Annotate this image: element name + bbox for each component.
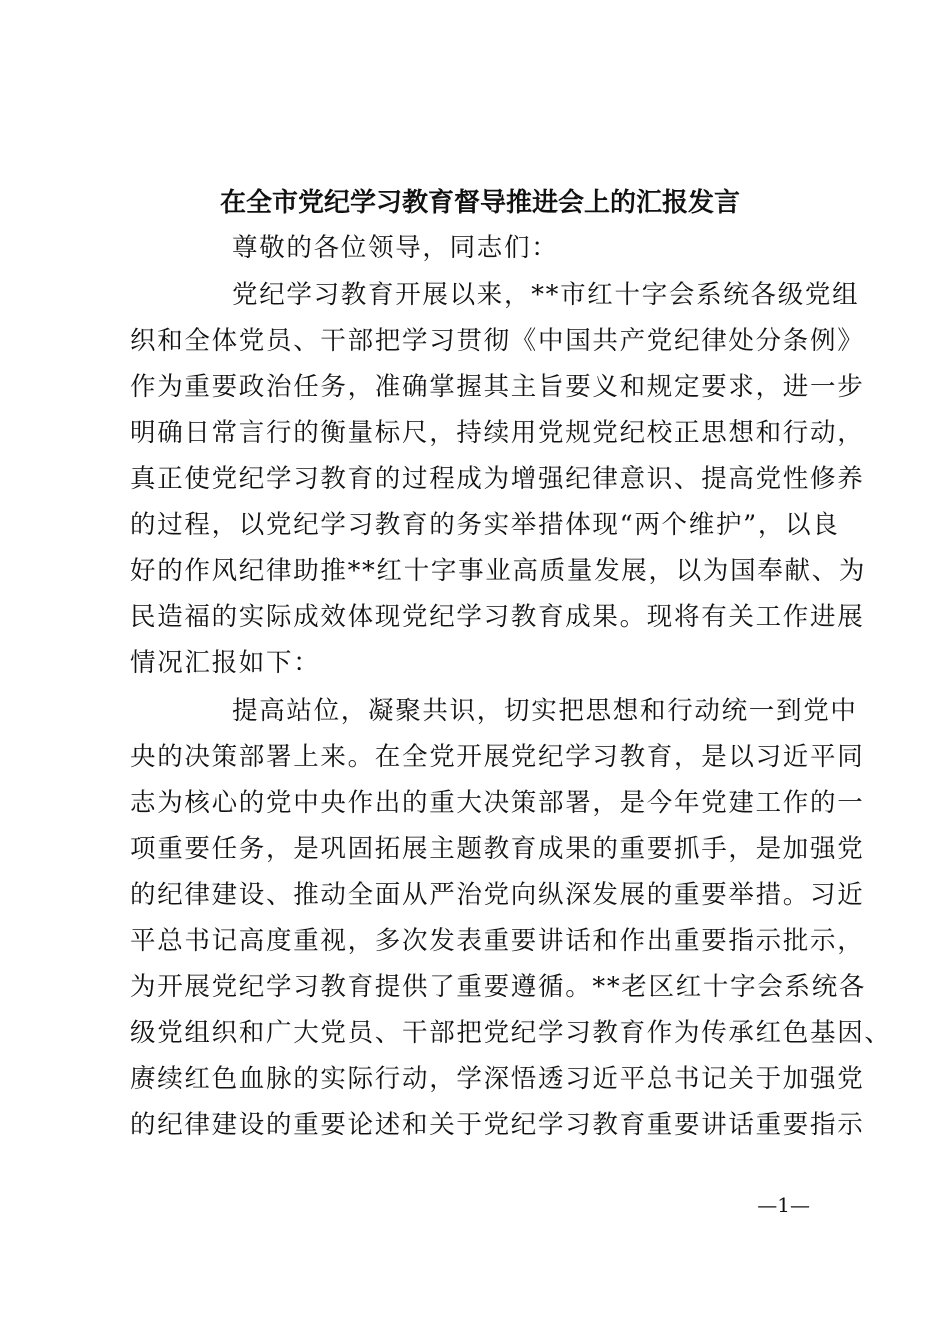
- salutation: 尊敬的各位领导，同志们：: [232, 233, 559, 263]
- paragraph-2-line: 平总书记高度重视，多次发表重要讲话和作出重要指示批示，: [130, 926, 865, 956]
- paragraph-1-line: 民造福的实际成效体现党纪学习教育成果。现将有关工作进展: [130, 602, 865, 632]
- paragraph-1-line: 真正使党纪学习教育的过程成为增强纪律意识、提高党性修养: [130, 464, 865, 494]
- paragraph-2-line: 央的决策部署上来。在全党开展党纪学习教育，是以习近平同: [130, 742, 865, 772]
- paragraph-2-line: 项重要任务，是巩固拓展主题教育成果的重要抓手，是加强党: [130, 834, 865, 864]
- paragraph-2-line: 的纪律建设、推动全面从严治党向纵深发展的重要举措。习近: [130, 880, 865, 910]
- page-number: —1—: [757, 1193, 810, 1217]
- paragraph-2-line: 赓续红色血脉的实际行动，学深悟透习近平总书记关于加强党: [130, 1064, 865, 1094]
- paragraph-1-line: 织和全体党员、干部把学习贯彻《中国共产党纪律处分条例》: [130, 326, 865, 356]
- paragraph-1-line: 明确日常言行的衡量标尺，持续用党规党纪校正思想和行动，: [130, 418, 865, 448]
- paragraph-1-line: 作为重要政治任务，准确掌握其主旨要义和规定要求，进一步: [130, 372, 865, 402]
- paragraph-1-line: 的过程，以党纪学习教育的务实举措体现“两个维护”，以良: [130, 510, 840, 540]
- document-title: 在全市党纪学习教育督导推进会上的汇报发言: [219, 188, 740, 218]
- paragraph-1-line: 情况汇报如下：: [130, 648, 321, 678]
- paragraph-2-line: 志为核心的党中央作出的重大决策部署，是今年党建工作的一: [130, 788, 865, 818]
- paragraph-2-line: 的纪律建设的重要论述和关于党纪学习教育重要讲话重要指示: [130, 1110, 865, 1140]
- paragraph-2-line: 提高站位，凝聚共识，切实把思想和行动统一到党中: [232, 696, 858, 726]
- paragraph-2-line: 级党组织和广大党员、干部把党纪学习教育作为传承红色基因、: [130, 1018, 892, 1048]
- paragraph-1-line: 党纪学习教育开展以来，**市红十字会系统各级党组: [232, 280, 860, 310]
- paragraph-2-line: 为开展党纪学习教育提供了重要遵循。**老区红十字会系统各: [130, 972, 867, 1002]
- paragraph-1-line: 好的作风纪律助推**红十字事业高质量发展，以为国奉献、为: [130, 556, 867, 586]
